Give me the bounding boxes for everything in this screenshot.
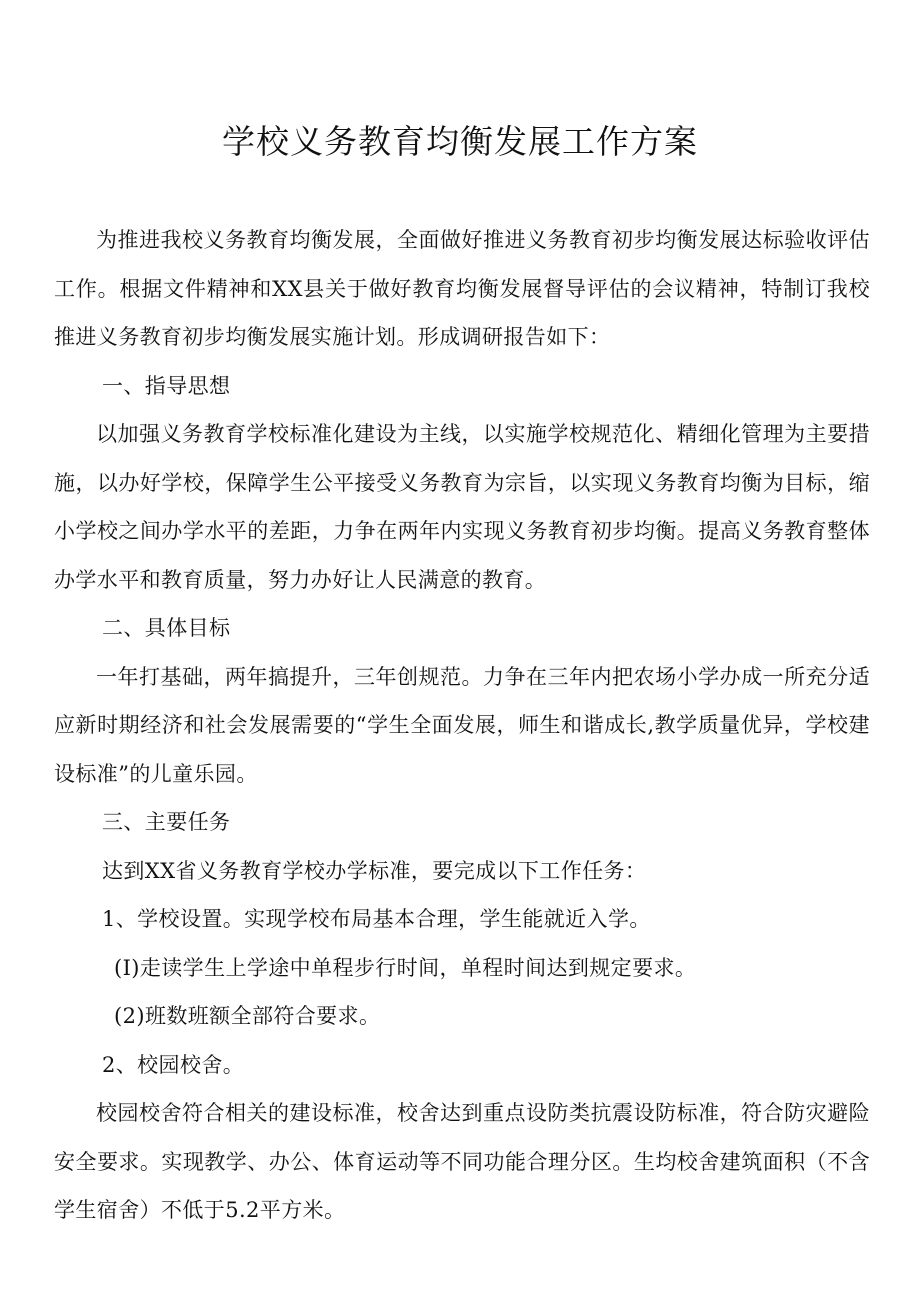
intro-paragraph: 为推进我校义务教育均衡发展，全面做好推进义务教育初步均衡发展达标验收评估工作。根据文件精神和XX县关于做好教育均衡发展督导评估的会议精神，特制订我校推进义务教育初步均衡发展实施计划。形成调研报告如下： bbox=[54, 228, 870, 349]
task-subitem-walking-time: (I)走读学生上学途中单程步行时间，单程时间达到规定要求。 bbox=[114, 955, 697, 980]
task-item-campus-buildings: 2、校园校舍。 bbox=[102, 1052, 245, 1077]
main-tasks-lead: 达到XX省义务教育学校办学标准，要完成以下工作任务： bbox=[102, 858, 647, 883]
document-title: 学校义务教育均衡发展工作方案 bbox=[222, 122, 698, 161]
specific-goals-paragraph: 一年打基础，两年搞提升，三年创规范。力争在三年内把农场小学办成一所充分适应新时期经济和社会发展需要的“学生全面发展，师生和谐成长,教学质量优异，学校建设标准”的儿童乐园。 bbox=[54, 664, 870, 786]
section-heading-specific-goals: 二、具体目标 bbox=[102, 616, 231, 640]
section-heading-main-tasks: 三、主要任务 bbox=[102, 810, 231, 834]
guiding-ideology-paragraph: 以加强义务教育学校标准化建设为主线，以实施学校规范化、精细化管理为主要措施，以办好学校，保障学生公平接受义务教育为宗旨，以实现义务教育均衡为目标，缩小学校之间办学水平的差距，力争在两年内实现义务教育初步均衡。提高义务教育整体办学水平和教育质量，努力办好让人民满意的教育。 bbox=[54, 422, 870, 592]
task-item-school-setting: 1、学校设置。实现学校布局基本合理，学生能就近入学。 bbox=[102, 907, 651, 931]
section-heading-guiding-ideology: 一、指导思想 bbox=[102, 373, 231, 398]
document-body bbox=[54, 216, 870, 1235]
campus-buildings-paragraph: 校园校舍符合相关的建设标准，校舍达到重点设防类抗震设防标准，符合防灾避险安全要求。实现教学、办公、体育运动等不同功能合理分区。生均校舍建筑面积（不含学生宿舍）不低于5.2平方米。 bbox=[54, 1101, 870, 1222]
task-subitem-class-size: (2)班数班额全部符合要求。 bbox=[114, 1004, 381, 1028]
